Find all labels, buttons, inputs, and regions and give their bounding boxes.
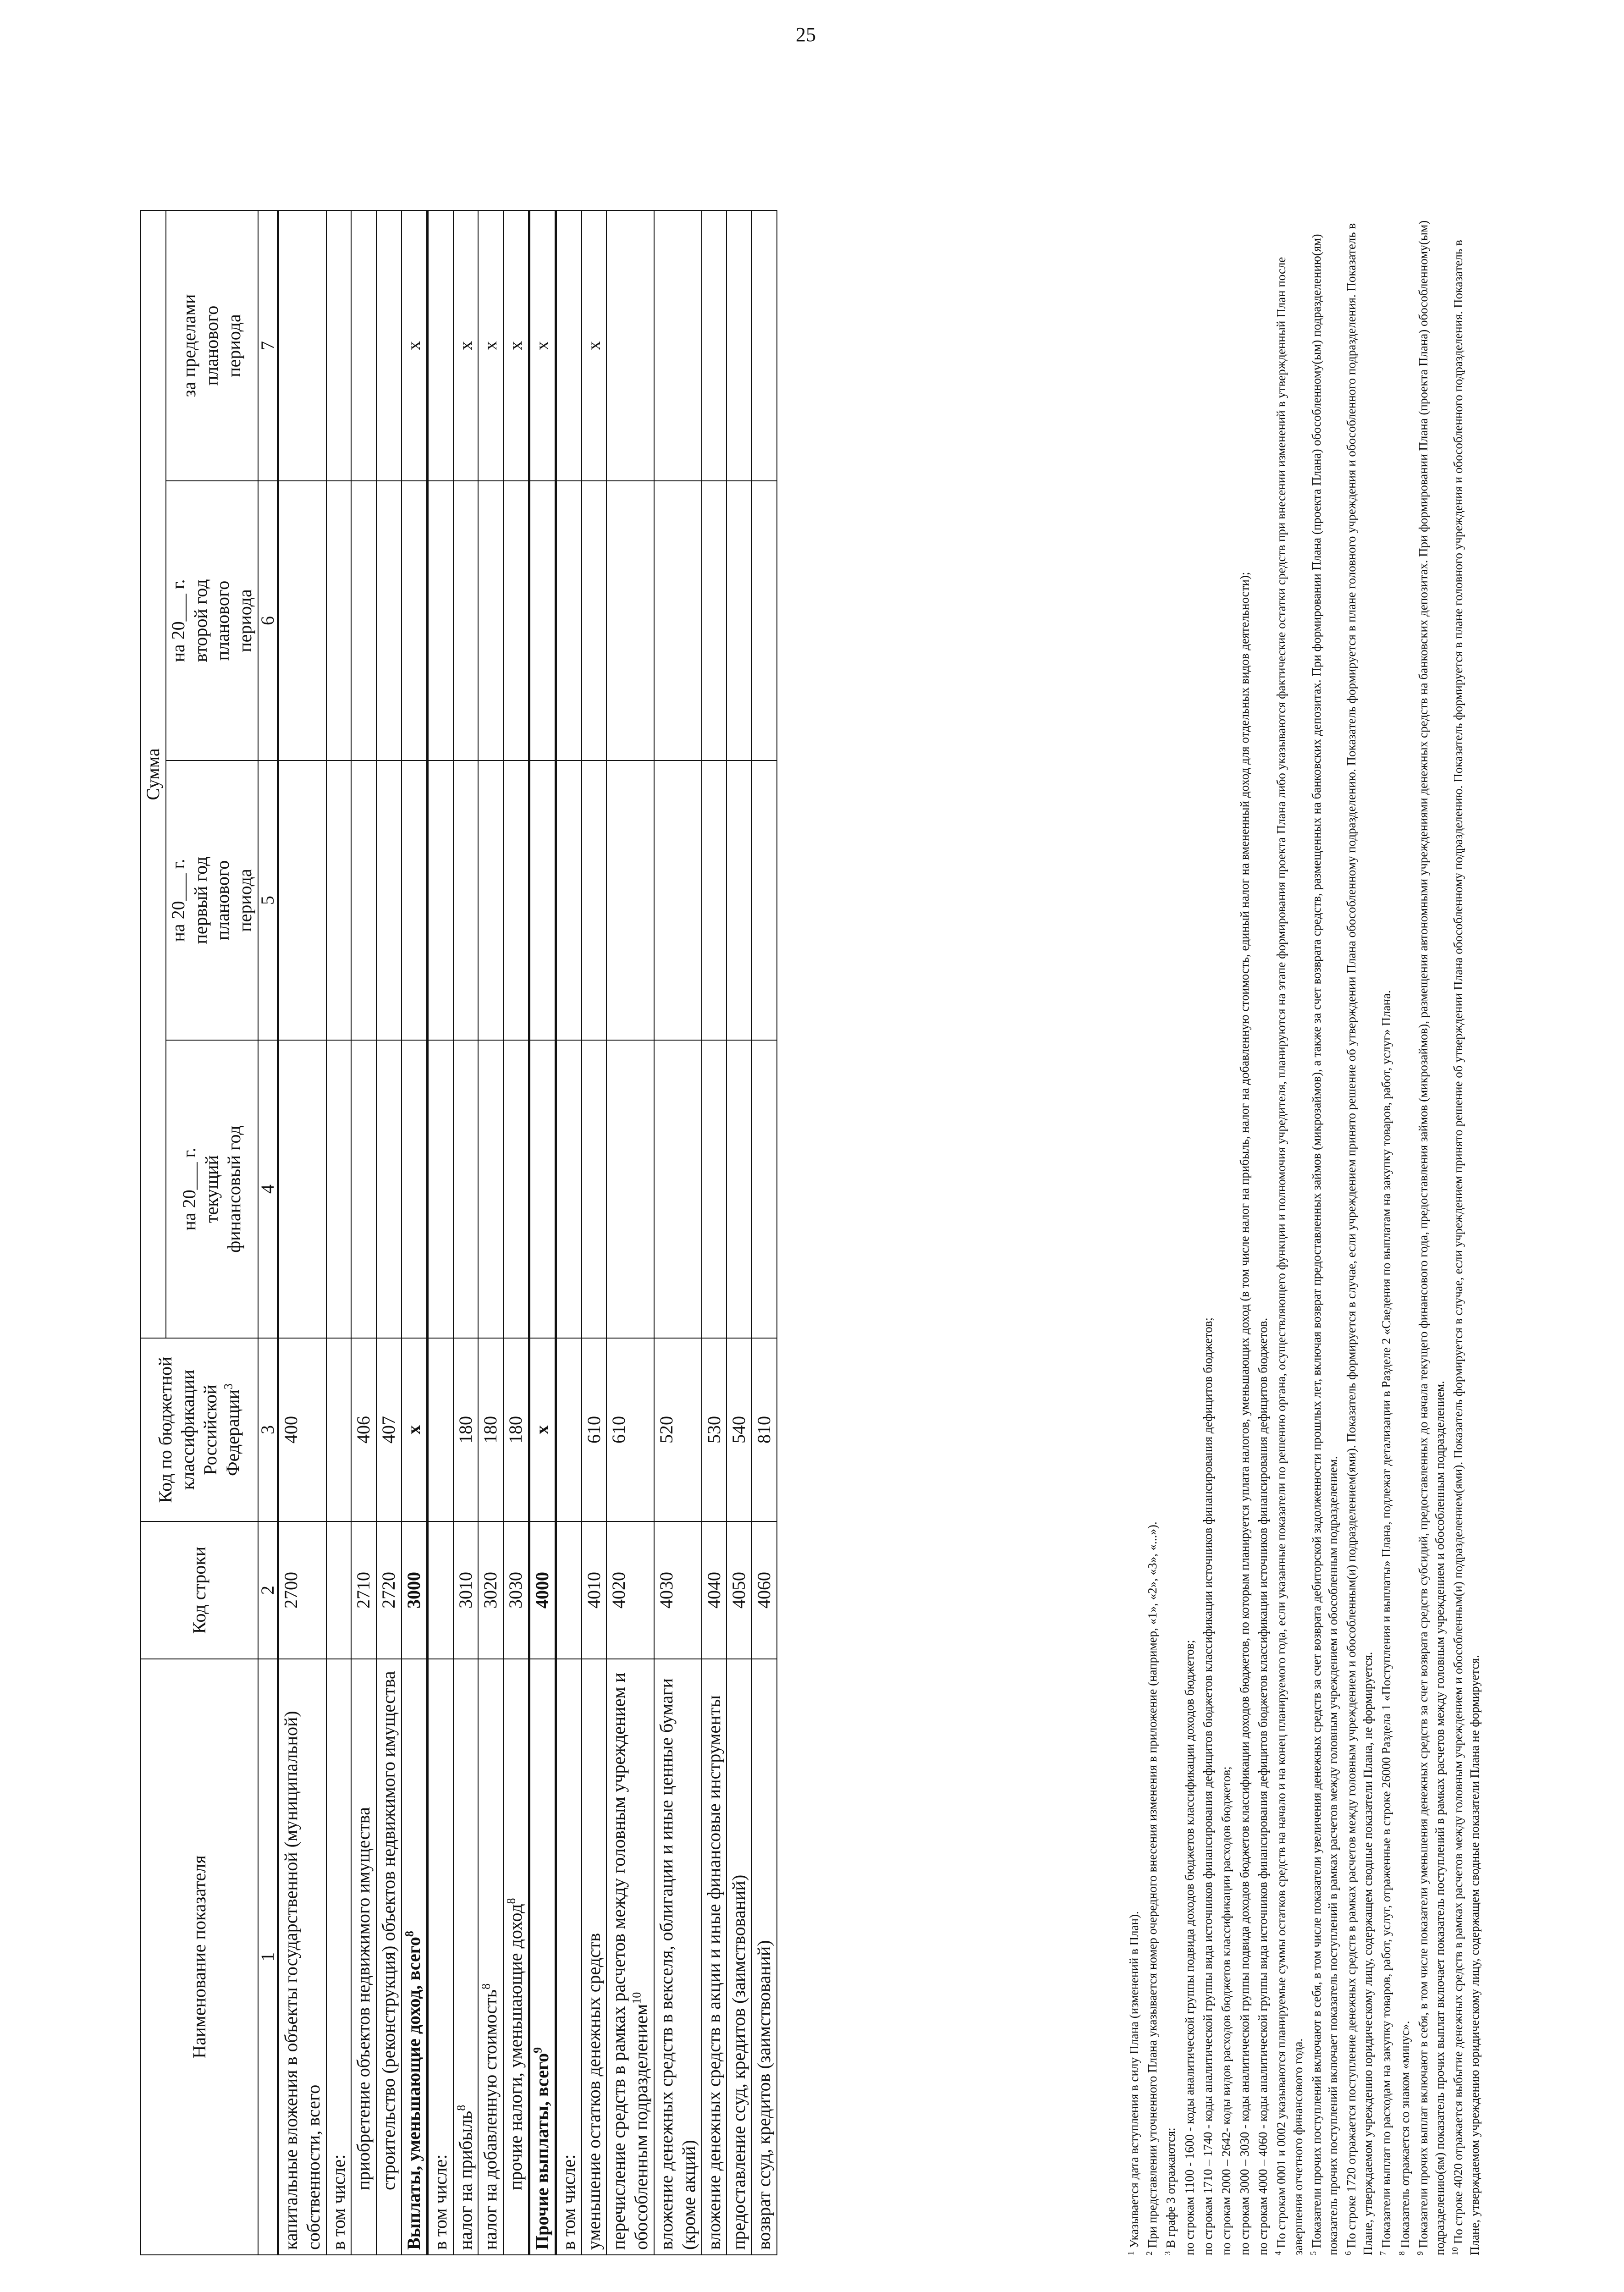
rotated-page-content xyxy=(44,101,1580,2283)
header-col7-line1: за пределами xyxy=(179,294,200,397)
row-name xyxy=(376,1659,402,2255)
row-budget-code: 810 xyxy=(752,1338,777,1521)
col-number-6: 6 xyxy=(258,481,278,760)
row-name-text: Прочие выплаты, всего xyxy=(531,2053,552,2250)
row-budget-code: 520 xyxy=(654,1338,702,1521)
header-col7 xyxy=(166,210,258,481)
footnote-number: 6 xyxy=(1343,2251,1353,2255)
table-row xyxy=(654,210,702,2255)
row-sum-second-year xyxy=(503,481,529,760)
footnote-text: Показатели выплат по расходам на закупку товаров, работ, услуг, отраженные в строке 26000 Раздела 1 «Поступления и выплаты» Плана, подлежат детализации в Разделе 2 «Сведения по выплатам на закупку товаров, работ, услуг» Плана. xyxy=(1379,990,1393,2248)
table-row xyxy=(351,210,376,2255)
row-sum-second-year xyxy=(654,481,702,760)
row-name xyxy=(727,1659,752,2255)
row-sum-second-year xyxy=(478,481,503,760)
row-sum-second-year xyxy=(556,481,581,760)
row-sum-second-year xyxy=(702,481,727,760)
row-sum-beyond xyxy=(376,210,402,481)
table-row xyxy=(727,210,752,2255)
footnote-number: 8 xyxy=(1397,2251,1406,2255)
row-name-text: возврат ссуд, кредитов (заимствований) xyxy=(754,1940,775,2250)
row-name-text: налог на добавленную стоимость xyxy=(480,1989,501,2250)
row-sum-beyond xyxy=(702,210,727,481)
row-sum-second-year xyxy=(351,481,376,760)
row-sum-first-year xyxy=(453,760,479,1040)
row-sum-current xyxy=(376,1040,402,1338)
row-code: 3030 xyxy=(503,1521,529,1659)
col-number-3: 3 xyxy=(258,1338,278,1521)
footnote xyxy=(1200,211,1216,2255)
row-budget-code: 400 xyxy=(278,1338,326,1521)
row-name-text: в том числе: xyxy=(558,2154,579,2250)
row-footnote-ref: 9 xyxy=(531,2047,545,2053)
row-sum-second-year xyxy=(752,481,777,760)
row-sum-current xyxy=(351,1040,376,1338)
header-col6-line2: второй год xyxy=(190,579,211,662)
row-name xyxy=(453,1659,479,2255)
footnote-text: По строке 4020 отражается выбытие денежных средств в рамках расчетов между головным учреждением и обособленным(и) подразделением(ями). Показатель формируется в случае, если учреждением принято решение об утверждении Плана обособленному подразделению. Показатель формируется в плане головного учреждения и обособленного подразделения. Показатель в Плане, утверждаемом учреждению юридическому лицу, содержащем сводные показатели Плана не формируется. xyxy=(1451,240,1482,2255)
column-numbers-row xyxy=(258,210,278,2255)
row-budget-code: 610 xyxy=(582,1338,607,1521)
row-sum-first-year xyxy=(278,760,326,1040)
header-col5-line3: планового xyxy=(212,860,233,941)
row-name xyxy=(582,1659,607,2255)
row-name xyxy=(427,1659,453,2255)
header-col4-line1: на 20___ г. xyxy=(179,1147,200,1231)
row-sum-beyond xyxy=(654,210,702,481)
row-sum-beyond xyxy=(326,210,352,481)
footnotes xyxy=(1126,211,1485,2255)
row-sum-second-year xyxy=(582,481,607,760)
row-sum-first-year xyxy=(702,760,727,1040)
header-col4 xyxy=(166,1040,258,1338)
row-code: 4020 xyxy=(606,1521,654,1659)
row-budget-code: 180 xyxy=(478,1338,503,1521)
row-sum-current xyxy=(427,1040,453,1338)
header-col4-line2: текущий xyxy=(201,1155,222,1223)
page-number: 25 xyxy=(796,23,816,46)
row-budget-code xyxy=(556,1338,581,1521)
footnote xyxy=(1126,211,1142,2255)
header-col6-line4: периода xyxy=(235,589,256,652)
table-row xyxy=(478,210,503,2255)
footnote xyxy=(1144,211,1161,2255)
footnote xyxy=(1181,211,1198,2255)
row-sum-current xyxy=(702,1040,727,1338)
footnote-text: по строкам 4000 – 4060 - коды аналитической группы вида источников финансирования дефицитов бюджетов классификации источников финансирования дефицитов бюджетов. xyxy=(1256,1317,1270,2255)
header-row-code: Код строки xyxy=(141,1521,258,1659)
row-footnote-ref: 8 xyxy=(454,2105,468,2111)
footnote-text: При представлении уточненного Плана указывается номер очередного внесения изменения в приложение (например, «1», «2», «3», «...»). xyxy=(1145,1521,1160,2248)
row-sum-first-year xyxy=(402,760,427,1040)
table-row xyxy=(278,210,326,2255)
row-footnote-ref: 8 xyxy=(402,1931,416,1937)
row-sum-first-year xyxy=(427,760,453,1040)
row-code: 3010 xyxy=(453,1521,479,1659)
row-name xyxy=(556,1659,581,2255)
row-sum-first-year xyxy=(503,760,529,1040)
table-row xyxy=(402,210,427,2255)
table-row xyxy=(702,210,727,2255)
header-col5-line4: периода xyxy=(235,869,256,932)
row-sum-current xyxy=(582,1040,607,1338)
row-name xyxy=(702,1659,727,2255)
footnote-text: по строкам 1100 - 1600 - коды аналитической группы подвида доходов бюджетов классификации доходов бюджетов; xyxy=(1182,1640,1196,2255)
row-sum-first-year xyxy=(478,760,503,1040)
row-sum-second-year xyxy=(278,481,326,760)
row-sum-beyond xyxy=(351,210,376,481)
row-name-text: Выплаты, уменьшающие доход, всего xyxy=(403,1937,424,2250)
footnote-text: Показатели прочих поступлений включают в себя, в том числе показатели увеличения денежных средств за счет возврата дебиторской задолженности прошлых лет, включая возврат предоставленных займов (микрозаймов), а также за счет возврата средств, размещенных на банковских депозитах. При формировании Плана (проекта Плана) обособленному(ым) подразделению(ям) показатель прочих поступлений включает показатель поступлений в рамках расчетов между головным учреждением и обособленным подразделением. xyxy=(1309,234,1340,2255)
footnote-number: 4 xyxy=(1273,2251,1283,2255)
footnote xyxy=(1343,211,1376,2255)
row-sum-beyond: х xyxy=(402,210,427,481)
row-budget-code: 610 xyxy=(606,1338,654,1521)
row-name xyxy=(654,1659,702,2255)
row-name xyxy=(478,1659,503,2255)
row-sum-first-year xyxy=(654,760,702,1040)
row-sum-current xyxy=(752,1040,777,1338)
header-col6-line3: планового xyxy=(212,580,233,661)
footnote-number: 9 xyxy=(1415,2251,1425,2255)
row-footnote-ref: 8 xyxy=(479,1983,493,1989)
row-sum-second-year xyxy=(402,481,427,760)
row-code: 4060 xyxy=(752,1521,777,1659)
row-sum-first-year xyxy=(582,760,607,1040)
header-budget-code-note: 3 xyxy=(221,1383,235,1390)
row-sum-first-year xyxy=(556,760,581,1040)
header-name: Наименование показателя xyxy=(141,1659,258,2255)
row-code: 4010 xyxy=(582,1521,607,1659)
row-footnote-ref: 10 xyxy=(630,1992,644,2004)
footnote xyxy=(1162,211,1179,2255)
footnote-text: по строкам 1710 – 1740 - коды аналитической группы вида источников финансирования дефицитов бюджетов классификации источников финансирования дефицитов бюджетов; xyxy=(1200,1317,1215,2255)
footnote-text: Указывается дата вступления в силу Плана (изменений в План). xyxy=(1127,1911,1141,2248)
col-number-2: 2 xyxy=(258,1521,278,1659)
header-col6-line1: на 20___ г. xyxy=(167,579,188,662)
row-sum-beyond xyxy=(727,210,752,481)
row-sum-beyond xyxy=(752,210,777,481)
row-name xyxy=(402,1659,427,2255)
footnote-text: Показатель отражается со знаком «минус». xyxy=(1398,2021,1412,2248)
row-sum-second-year xyxy=(453,481,479,760)
footnote xyxy=(1415,211,1448,2255)
header-col5-line2: первый год xyxy=(190,856,211,944)
footnote-number: 3 xyxy=(1163,2251,1173,2255)
header-col7-line2: планового xyxy=(201,305,222,386)
row-sum-beyond xyxy=(556,210,581,481)
footnote-text: Показатели прочих выплат включают в себя, в том числе показатели уменьшения денежных средств за счет возврата средств субсидий, предоставленных до начала текущего финансового года, предоставления займов (микрозаймов), размещения автономными учреждениями денежных средств на банковских депозитах. При формировании Плана (проекта Плана) обособленному(ым) подразделению(ям) показатель прочих выплат включает показатель поступлений в рамках расчетов между головным учреждением и обособленным подразделением. xyxy=(1416,220,1447,2255)
row-sum-second-year xyxy=(427,481,453,760)
row-sum-current xyxy=(556,1040,581,1338)
footnote xyxy=(1308,211,1341,2255)
page-number-area xyxy=(44,18,1580,55)
row-sum-current xyxy=(402,1040,427,1338)
row-code xyxy=(326,1521,352,1659)
row-sum-current xyxy=(278,1040,326,1338)
row-name-text: в том числе: xyxy=(429,2154,451,2250)
row-sum-second-year xyxy=(727,481,752,760)
row-budget-code: 530 xyxy=(702,1338,727,1521)
row-name-text: предоставление ссуд, кредитов (заимствований) xyxy=(728,1874,749,2250)
header-col5 xyxy=(166,760,258,1040)
row-budget-code: 540 xyxy=(727,1338,752,1521)
row-code: 2720 xyxy=(376,1521,402,1659)
row-budget-code: 180 xyxy=(453,1338,479,1521)
row-sum-current xyxy=(727,1040,752,1338)
row-name-text: вложение денежных средств в акции и иные финансовые инструменты xyxy=(703,1695,724,2250)
row-sum-beyond xyxy=(427,210,453,481)
header-budget-code xyxy=(141,1338,258,1521)
row-name-text: вложение денежных средств в векселя, облигации и иные ценные бумаги (кроме акций) xyxy=(655,1678,699,2250)
table-row xyxy=(556,210,581,2255)
row-sum-current xyxy=(654,1040,702,1338)
table-row xyxy=(427,210,453,2255)
table-row xyxy=(503,210,529,2255)
row-sum-first-year xyxy=(606,760,654,1040)
row-budget-code: 180 xyxy=(503,1338,529,1521)
footnote xyxy=(1218,211,1234,2255)
footnote-number: 7 xyxy=(1378,2251,1388,2255)
row-sum-current xyxy=(529,1040,556,1338)
row-budget-code: 406 xyxy=(351,1338,376,1521)
row-sum-first-year xyxy=(326,760,352,1040)
row-budget-code: 407 xyxy=(376,1338,402,1521)
footnote-number: 2 xyxy=(1145,2251,1154,2255)
row-sum-first-year xyxy=(529,760,556,1040)
row-name xyxy=(351,1659,376,2255)
table-row xyxy=(582,210,607,2255)
row-code xyxy=(556,1521,581,1659)
col-number-5: 5 xyxy=(258,760,278,1040)
footnote-number: 5 xyxy=(1308,2251,1318,2255)
row-code: 4040 xyxy=(702,1521,727,1659)
col-number-4: 4 xyxy=(258,1040,278,1338)
row-sum-beyond: х xyxy=(453,210,479,481)
row-name xyxy=(529,1659,556,2255)
footnote xyxy=(1378,211,1394,2255)
row-code: 4030 xyxy=(654,1521,702,1659)
table-row xyxy=(453,210,479,2255)
row-name-text: прочие налоги, уменьшающие доход xyxy=(505,1904,526,2190)
row-code: 2710 xyxy=(351,1521,376,1659)
row-name xyxy=(752,1659,777,2255)
row-name-text: приобретение объектов недвижимого имущества xyxy=(353,1807,374,2190)
footnote-text: по строкам 3000 – 3030 - коды аналитической группы подвида доходов бюджетов классификации доходов бюджетов, по которым планируется уплата налогов, уменьшающих доход (в том числе налог на прибыль, налог на добавленную стоимость, единый налог на вмененный доход для отдельных видов деятельности); xyxy=(1238,572,1252,2255)
row-budget-code xyxy=(427,1338,453,1521)
footnote-text: В графе 3 отражаются: xyxy=(1164,2127,1178,2248)
footnote-number: 10 xyxy=(1450,2247,1460,2255)
row-name-text: уменьшение остатков денежных средств xyxy=(583,1933,604,2250)
row-code: 4000 xyxy=(529,1521,556,1659)
row-sum-beyond xyxy=(278,210,326,481)
footnote xyxy=(1450,211,1483,2255)
row-sum-current xyxy=(503,1040,529,1338)
row-sum-second-year xyxy=(326,481,352,760)
row-code: 3000 xyxy=(402,1521,427,1659)
row-sum-second-year xyxy=(529,481,556,760)
footnote-text: По строкам 0001 и 0002 указываются планируемые суммы остатков средств на начало и на конец планируемого года, если указанные показатели по решению органа, осуществляющего функции и полномочия учредителя, планируются на этапе формирования проекта Плана либо указываются фактические остатки средств при внесении изменений в утвержденный План после завершения отчетного финансового года. xyxy=(1274,257,1305,2255)
table-row xyxy=(326,210,352,2255)
table-row xyxy=(606,210,654,2255)
table-row xyxy=(376,210,402,2255)
footnote xyxy=(1236,211,1253,2255)
row-name-text: капитальные вложения в объекты государственной (муниципальной) собственности, всего xyxy=(280,1711,324,2250)
row-name xyxy=(278,1659,326,2255)
header-col4-line3: финансовый год xyxy=(223,1125,244,1253)
footnote xyxy=(1273,211,1306,2255)
row-sum-beyond: х xyxy=(529,210,556,481)
row-sum-first-year xyxy=(376,760,402,1040)
row-code: 2700 xyxy=(278,1521,326,1659)
row-sum-second-year xyxy=(376,481,402,760)
row-code xyxy=(427,1521,453,1659)
header-col7-line3: периода xyxy=(223,314,244,377)
row-name-text: налог на прибыль xyxy=(455,2110,476,2250)
row-budget-code: х xyxy=(529,1338,556,1521)
row-footnote-ref: 8 xyxy=(504,1898,518,1904)
row-name xyxy=(503,1659,529,2255)
row-sum-first-year xyxy=(351,760,376,1040)
row-name xyxy=(326,1659,352,2255)
col-number-1: 1 xyxy=(258,1659,278,2255)
table-row xyxy=(529,210,556,2255)
row-sum-current xyxy=(478,1040,503,1338)
header-sum: Сумма xyxy=(141,210,166,1338)
header-col6 xyxy=(166,481,258,760)
row-sum-beyond: х xyxy=(478,210,503,481)
row-budget-code xyxy=(326,1338,352,1521)
footnote-text: По строке 1720 отражается поступление денежных средств в рамках расчетов между головным учреждением и обособленным(и) подразделением(ями). Показатель формируется в случае, если учреждением принято решение об утверждении Плана обособленному подразделению. Показатель формируется в плане головного учреждения и обособленного подразделения. Показатель в Плане, утверждаемом учреждению юридическому лицу, содержащем сводные показатели Плана, не формируется. xyxy=(1344,223,1375,2255)
row-sum-first-year xyxy=(752,760,777,1040)
row-sum-current xyxy=(326,1040,352,1338)
row-name-text: перечисление средств в рамках расчетов между головным учреждением и обособленным подразделением xyxy=(608,1672,652,2250)
footnote xyxy=(1397,211,1413,2255)
footnote xyxy=(1255,211,1271,2255)
row-sum-current xyxy=(606,1040,654,1338)
header-col5-line1: на 20___ г. xyxy=(167,859,188,942)
row-sum-current xyxy=(453,1040,479,1338)
row-sum-beyond: х xyxy=(503,210,529,481)
row-budget-code: х xyxy=(402,1338,427,1521)
row-sum-first-year xyxy=(727,760,752,1040)
row-name xyxy=(606,1659,654,2255)
header-budget-code-text: Код по бюджетной классификации Российской Федерации xyxy=(155,1356,243,1503)
row-sum-beyond xyxy=(606,210,654,481)
col-number-7: 7 xyxy=(258,210,278,481)
footnote-text: по строкам 2000 – 2642- коды видов расходов бюджетов классификации расходов бюджетов; xyxy=(1219,1766,1233,2255)
footnote-number: 1 xyxy=(1126,2251,1135,2255)
table-row xyxy=(752,210,777,2255)
row-name-text: в том числе: xyxy=(328,2154,349,2250)
row-sum-beyond: х xyxy=(582,210,607,481)
row-name-text: строительство (реконструкция) объектов недвижимого имущества xyxy=(378,1671,399,2190)
row-code: 4050 xyxy=(727,1521,752,1659)
row-sum-second-year xyxy=(606,481,654,760)
row-code: 3020 xyxy=(478,1521,503,1659)
plan-table xyxy=(140,210,777,2255)
